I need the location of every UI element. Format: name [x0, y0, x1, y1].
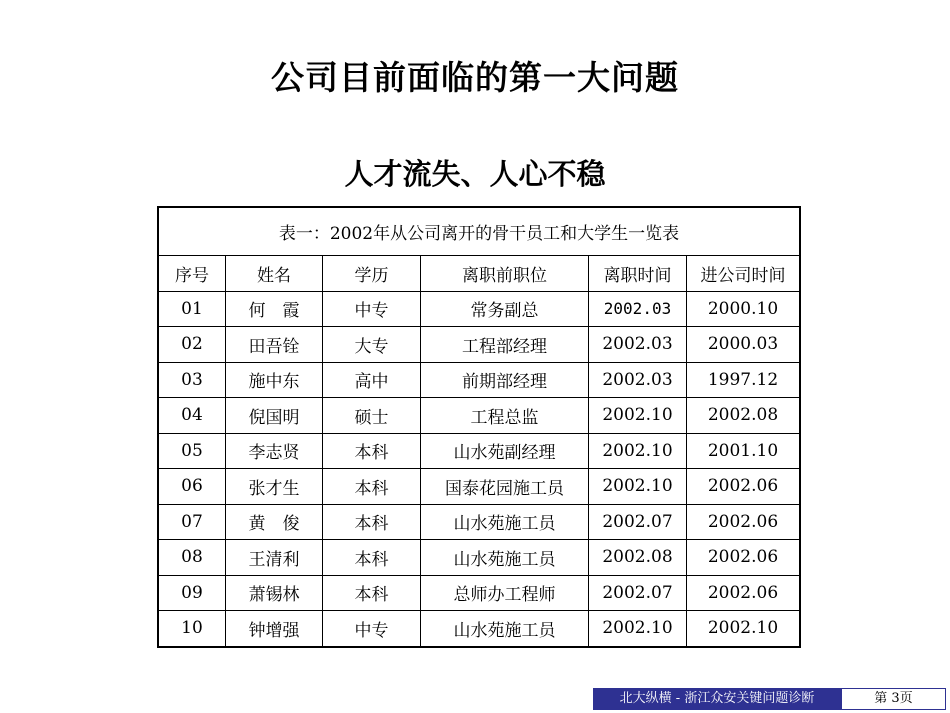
cell-former-position: 常务副总 — [421, 291, 589, 327]
table-row — [158, 362, 800, 398]
cell-join-date: 2002.06 — [687, 469, 801, 505]
cell-former-position: 山水苑施工员 — [421, 504, 589, 540]
cell-index: 04 — [158, 398, 226, 434]
cell-join-date: 2002.08 — [687, 398, 801, 434]
header-name: 姓名 — [226, 256, 323, 292]
cell-join-date: 2000.10 — [687, 291, 801, 327]
cell-join-date: 2000.03 — [687, 327, 801, 363]
cell-leave-date: 2002.10 — [589, 398, 687, 434]
header-education: 学历 — [323, 256, 421, 292]
cell-education: 中专 — [323, 611, 421, 647]
cell-leave-date: 2002.10 — [589, 611, 687, 647]
cell-name: 萧锡林 — [226, 575, 323, 611]
cell-education: 本科 — [323, 504, 421, 540]
cell-name: 黄 俊 — [226, 504, 323, 540]
cell-former-position: 工程部经理 — [421, 327, 589, 363]
cell-name: 钟增强 — [226, 611, 323, 647]
cell-leave-date: 2002.07 — [589, 575, 687, 611]
cell-former-position: 前期部经理 — [421, 362, 589, 398]
cell-index: 03 — [158, 362, 226, 398]
page-number: 第 3页 — [841, 688, 946, 710]
cell-former-position: 工程总监 — [421, 398, 589, 434]
cell-education: 硕士 — [323, 398, 421, 434]
cell-join-date: 2002.10 — [687, 611, 801, 647]
page-title: 公司目前面临的第一大问题 — [271, 58, 679, 97]
cell-leave-date: 2002.03 — [589, 291, 687, 327]
page-subtitle: 人才流失、人心不稳 — [344, 157, 606, 191]
table-row — [158, 575, 800, 611]
cell-index: 09 — [158, 575, 226, 611]
cell-name: 张才生 — [226, 469, 323, 505]
cell-index: 02 — [158, 327, 226, 363]
table-row — [158, 504, 800, 540]
header-leave-date: 离职时间 — [589, 256, 687, 292]
cell-leave-date: 2002.03 — [589, 362, 687, 398]
cell-former-position: 山水苑副经理 — [421, 433, 589, 469]
cell-leave-date: 2002.10 — [589, 469, 687, 505]
cell-index: 07 — [158, 504, 226, 540]
cell-former-position: 山水苑施工员 — [421, 540, 589, 576]
cell-former-position: 山水苑施工员 — [421, 611, 589, 647]
table-row — [158, 398, 800, 434]
cell-name: 何 霞 — [226, 291, 323, 327]
header-index: 序号 — [158, 256, 226, 292]
table-caption: 表一：2002年从公司离开的骨干员工和大学生一览表 — [158, 207, 800, 256]
cell-name: 王清利 — [226, 540, 323, 576]
cell-leave-date: 2002.03 — [589, 327, 687, 363]
table-row — [158, 540, 800, 576]
cell-join-date: 2001.10 — [687, 433, 801, 469]
table-row — [158, 291, 800, 327]
cell-leave-date: 2002.08 — [589, 540, 687, 576]
table-row — [158, 327, 800, 363]
header-join-date: 进公司时间 — [687, 256, 801, 292]
table-header-row — [158, 256, 800, 292]
cell-index: 08 — [158, 540, 226, 576]
table-row — [158, 611, 800, 647]
table-row — [158, 469, 800, 505]
slide-footer — [593, 688, 946, 710]
cell-join-date: 2002.06 — [687, 575, 801, 611]
cell-education: 中专 — [323, 291, 421, 327]
cell-former-position: 总师办工程师 — [421, 575, 589, 611]
cell-education: 高中 — [323, 362, 421, 398]
cell-name: 施中东 — [226, 362, 323, 398]
table-caption-row — [158, 207, 800, 256]
cell-index: 01 — [158, 291, 226, 327]
cell-education: 本科 — [323, 540, 421, 576]
cell-name: 田吾铨 — [226, 327, 323, 363]
cell-index: 10 — [158, 611, 226, 647]
cell-education: 本科 — [323, 469, 421, 505]
cell-education: 本科 — [323, 575, 421, 611]
departed-staff-table — [157, 206, 801, 648]
cell-leave-date: 2002.07 — [589, 504, 687, 540]
cell-name: 李志贤 — [226, 433, 323, 469]
cell-name: 倪国明 — [226, 398, 323, 434]
cell-join-date: 2002.06 — [687, 540, 801, 576]
cell-education: 本科 — [323, 433, 421, 469]
table-row — [158, 433, 800, 469]
cell-index: 06 — [158, 469, 226, 505]
cell-join-date: 1997.12 — [687, 362, 801, 398]
header-former-position: 离职前职位 — [421, 256, 589, 292]
cell-leave-date: 2002.10 — [589, 433, 687, 469]
cell-index: 05 — [158, 433, 226, 469]
cell-education: 大专 — [323, 327, 421, 363]
cell-join-date: 2002.06 — [687, 504, 801, 540]
footer-brand: 北大纵横 - 浙江众安关键问题诊断 — [593, 688, 841, 710]
cell-former-position: 国泰花园施工员 — [421, 469, 589, 505]
